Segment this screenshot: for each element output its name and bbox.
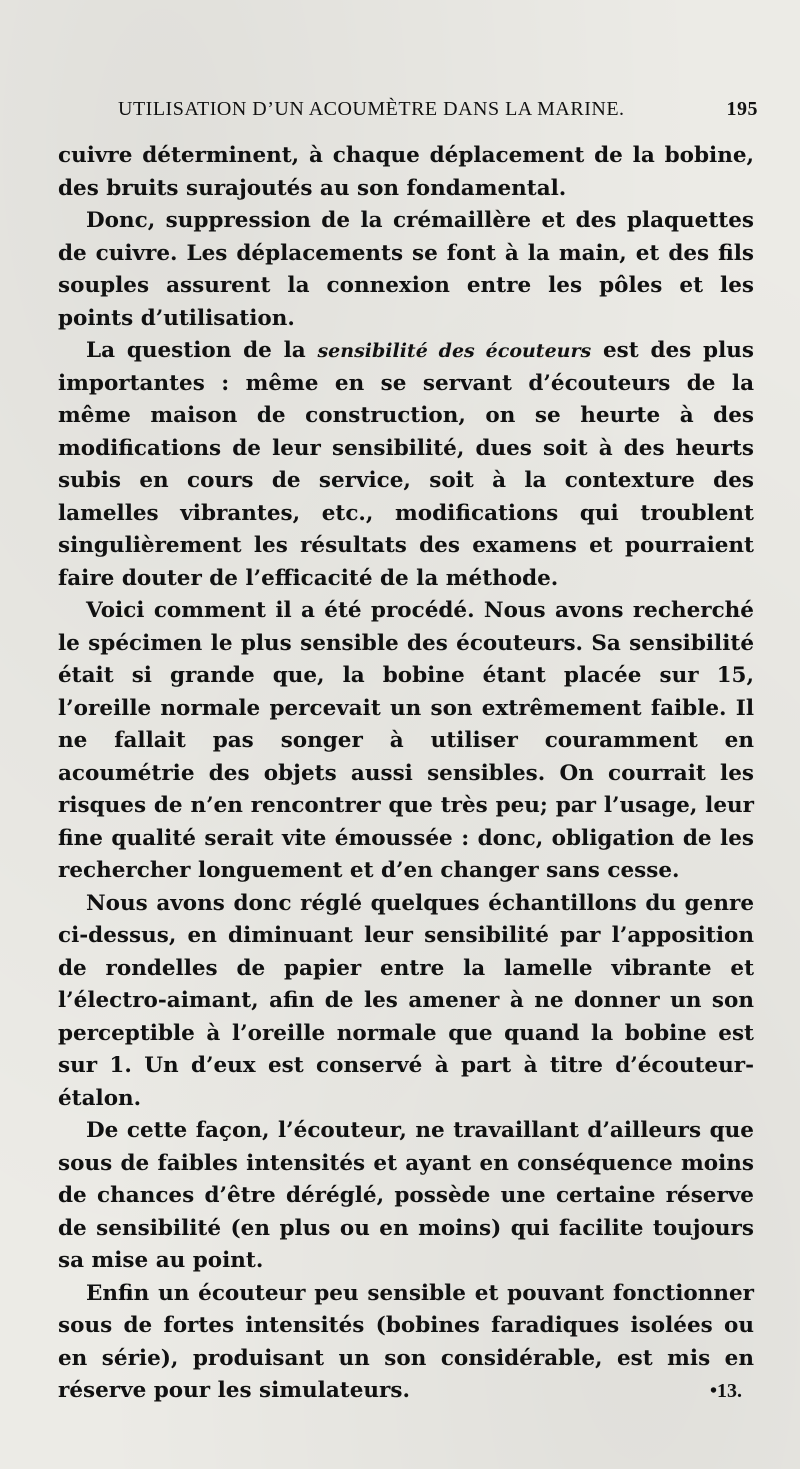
signature-mark: •13.: [709, 1380, 742, 1402]
paragraph-reserve: De cette façon, l’écouteur, ne travaillant d’ailleurs que sous de faibles intensités et ayant en conséquence moins de chances d’être déréglé, possède une certaine réserve de sensibilité (en plus ou en moins) qui facilite toujours sa mise au point.: [58, 1118, 754, 1273]
paragraph-simulateurs: Enfin un écouteur peu sensible et pouvant fonctionner sous de fortes intensités (bobines faradiques isolées ou en série), produisant un son considérable, est mis en réserve pour les simulateurs.: [58, 1280, 754, 1403]
emphasis-sensibilite-ecouteurs: sensibilité des écouteurs: [317, 340, 592, 362]
paragraph-continuation: cuivre déterminent, à chaque déplacement de la bobine, des bruits surajoutés au son fondamental.: [58, 143, 754, 201]
paragraph-suppression: Donc, suppression de la crémaillère et des plaquettes de cuivre. Les déplacements se font à la main, et des fils souples assurent la connexion entre les pôles et les points d’utilisation.: [58, 208, 754, 331]
paragraph-reglage: Nous avons donc réglé quelques échantillons du genre ci-dessus, en diminuant leur sensibilité par l’apposition de rondelles de papier entre la lamelle vibrante et l’électro-aimant, afin de les amener à ne donner un son perceptible à l’oreille normale que quand la bobine est sur 1. Un d’eux est conservé à part à titre d’écouteur-étalon.: [58, 890, 754, 1111]
running-title: UTILISATION D’UN ACOUMÈTRE DANS LA MARINE.: [118, 98, 625, 120]
paragraph-procede: Voici comment il a été procédé. Nous avons recherché le spécimen le plus sensible des écouteurs. Sa sensibilité était si grande que, la bobine étant placée sur 15, l’oreille normale percevait un son extrêmement faible. Il ne fallait pas songer à utiliser couramment en acoumétrie des objets aussi sensibles. On courrait les risques de n’en rencontrer que très peu; par l’usage, leur fine qualité serait vite émoussée : donc, obligation de les rechercher longuement et d’en changer sans cesse.: [58, 598, 754, 883]
page-header: [118, 98, 758, 134]
paragraph-sensibilite: [58, 335, 754, 595]
body-text: [58, 140, 754, 1408]
page-number: 195: [726, 98, 758, 120]
paragraph-sensibilite-rest: est des plus importantes : même en se servant d’écouteurs de la même maison de construction, on se heurte à des modifications de leur sensibilité, dues soit à des heurts subis en cours de service, soit à la contexture des lamelles vibrantes, etc., modifications qui troublent singulièrement les résultats des examens et pourraient faire douter de l’efficacité de la méthode.: [58, 338, 754, 591]
paragraph-sensibilite-lead: La question de la: [86, 338, 318, 363]
